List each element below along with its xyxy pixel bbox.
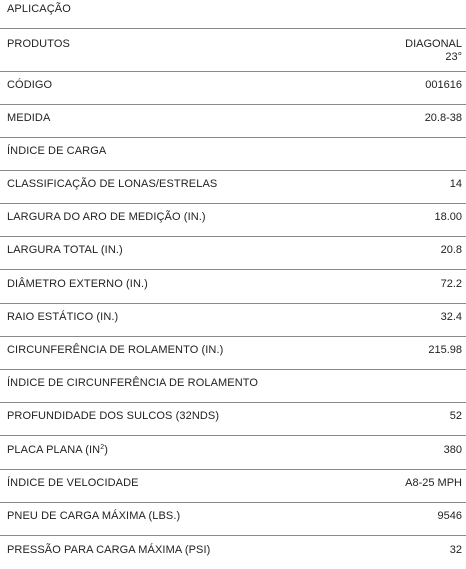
spec-value: [405, 38, 462, 64]
spec-row-indice-circunferencia: [0, 370, 466, 403]
spec-label: CIRCUNFERÊNCIA DE ROLAMENTO (IN.): [7, 344, 224, 356]
spec-row-aplicacao: [0, 0, 466, 29]
spec-label: [7, 444, 108, 456]
spec-row-pressao-carga-maxima: [0, 536, 466, 569]
spec-value: 14: [449, 178, 462, 190]
spec-label: PRODUTOS: [7, 38, 70, 50]
spec-value: 18.00: [434, 211, 462, 223]
spec-label: CLASSIFICAÇÃO DE LONAS/ESTRELAS: [7, 178, 218, 190]
spec-label: APLICAÇÃO: [7, 3, 71, 15]
spec-label: ÍNDICE DE VELOCIDADE: [7, 477, 139, 489]
spec-label: PRESSÃO PARA CARGA MÁXIMA (PSI): [7, 544, 211, 556]
spec-row-classificacao-lonas: [0, 171, 466, 204]
spec-label-superscript: 2: [100, 444, 105, 451]
spec-value: 32.4: [440, 311, 462, 323]
spec-label: LARGURA TOTAL (IN.): [7, 244, 123, 256]
spec-row-raio-estatico: [0, 304, 466, 337]
spec-row-diametro-externo: [0, 270, 466, 304]
spec-value: 20.8-38: [424, 112, 462, 124]
spec-value: 215.98: [428, 344, 462, 356]
spec-label: MEDIDA: [7, 112, 51, 124]
spec-label: DIÂMETRO EXTERNO (IN.): [7, 278, 148, 290]
spec-row-profundidade-sulcos: [0, 403, 466, 436]
spec-value-line: DIAGONAL: [405, 38, 462, 50]
spec-row-placa-plana: [0, 436, 466, 470]
spec-value: A8-25 MPH: [405, 477, 462, 489]
spec-label-text-end: ): [104, 444, 108, 456]
spec-label: LARGURA DO ARO DE MEDIÇÃO (IN.): [7, 211, 206, 223]
spec-row-pneu-carga-maxima: [0, 503, 466, 536]
spec-row-codigo: [0, 72, 466, 105]
spec-label-text: PLACA PLANA (IN: [7, 444, 101, 456]
spec-value: 20.8: [440, 244, 462, 256]
spec-label: ÍNDICE DE CIRCUNFERÊNCIA DE ROLAMENTO: [7, 377, 259, 389]
spec-label: RAIO ESTÁTICO (IN.): [7, 311, 119, 323]
spec-value: 380: [443, 444, 462, 456]
spec-label: CÓDIGO: [7, 79, 53, 91]
spec-value: 001616: [425, 79, 462, 91]
spec-label: PROFUNDIDADE DOS SULCOS (32NDS): [7, 410, 220, 422]
spec-row-indice-de-carga: [0, 138, 466, 171]
spec-row-circunferencia-rolamento: [0, 337, 466, 370]
spec-value: 52: [449, 410, 462, 422]
spec-value: 9546: [437, 510, 462, 522]
spec-row-largura-aro: [0, 204, 466, 237]
spec-value: 32: [449, 544, 462, 556]
spec-value: 72.2: [440, 278, 462, 290]
spec-row-medida: [0, 105, 466, 138]
spec-row-produtos: [0, 29, 466, 72]
spec-label: ÍNDICE DE CARGA: [7, 145, 107, 157]
spec-row-indice-velocidade: [0, 470, 466, 503]
spec-row-largura-total: [0, 237, 466, 270]
spec-label: PNEU DE CARGA MÁXIMA (LBS.): [7, 510, 181, 522]
spec-value-line: 23°: [445, 51, 462, 63]
